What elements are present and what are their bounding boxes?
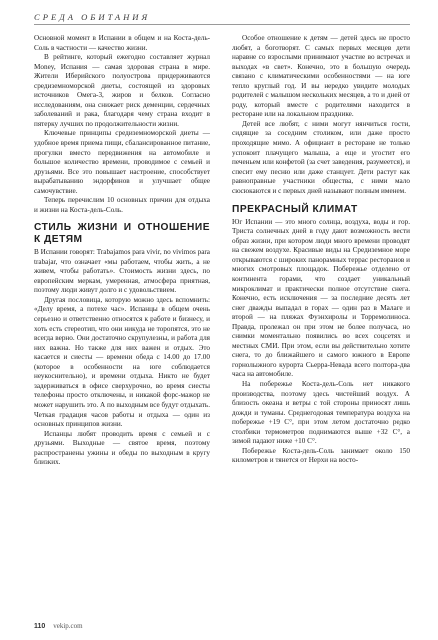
paragraph: Юг Испании — это много солнца, воздуха, воды и гор. Триста солнечных дней в году дают возможность вести образ жизни, при котором люди много времени проводят на свежем воздухе. Красивые виды на Средиземное море открываются с широких панорамных террас ресторанов и многих смотровых площадок. Побережье отделено от континента горами, что создает уникальный микроклимат и практически полное отсутствие снега. Конечно, есть исключения — за последние десять лет снег дважды выпадал в горах — один раз в Малаге и второй — на пляжах Фуэнхиролы и Торремолиноса. Правда, пролежал он при этом не более получаса, но снимки моментально появились во всех соцсетях и местных СМИ. При этом, если вы действительно хотите снега, то до ближайшего и самого южного в Европе горнолыжного курорта Сьерра-Невада всего полтора-два часа на автомобиле.	[232, 217, 410, 379]
page-footer	[34, 622, 83, 630]
section-heading: СТИЛЬ ЖИЗНИ И ОТНОШЕНИЕ К ДЕТЯМ	[34, 222, 210, 245]
paragraph: Особое отношение к детям — детей здесь не просто любят, а боготворят. С самых первых месяцев дети наравне со взрослыми принимают участие во встречах и выходах «в свет». Конечно, это в большую очередь связано с климатическими особенностями — на юге тепло круглый год. И вы нередко увидите молодых родителей с малышом нескольких месяцев, а то и дней от роду, который вместе с родителями находится в ресторане или на локальном празднике.	[232, 34, 410, 119]
paragraph: В Испании говорят: Trabajamos para vivir, no vivimos para trabajar, что означает «мы работаем, чтобы жить, а не живем, чтобы работать». Стоимость жизни здесь, по европейским меркам, умеренная, атмосфера приятная, поэтому люди живут долго и с удовольствием.	[34, 248, 210, 295]
website-link[interactable]: vekip.com	[53, 622, 83, 630]
paragraph: Другая пословица, которую можно здесь вспомнить: «Делу время, а потехе час». Испанцы в общем очень серьезно и ответственно относятся к работе и бизнесу, и хоть есть стереотип, что они никуда не торопятся, это не всегда верно. Они достаточно скрупулезны, и работа для них важна. Но также для них важен и отдых. Это касается и сиесты — времени обеда с 14.00 до 17.00 (которое в особенности на юге соблюдается неукоснительно), и времени отдыха. Никто не будет задерживаться в офисе сверхурочно, во время сиесты телефоны просто отключены, и никакой форс-мажор не может нарушить это. А по выходным все будут отдыхать. Четкая градация часов работы и отдыха — один из основных принципов жизни.	[34, 295, 210, 429]
section-heading: ПРЕКРАСНЫЙ КЛИМАТ	[232, 204, 358, 216]
paragraph: Ключевые принципы средиземноморской диеты — удобное время приема пищи, сбалансированное питание, прогулки вместо передвижения на автомобиле и большое количество времени, проводимое с семьей и друзьями. Все это повышает настроение, способствует вырабатыванию эндорфинов и улучшает общее самочувствие.	[34, 129, 210, 195]
right-column	[232, 34, 410, 466]
section-title: СРЕДА ОБИТАНИЯ	[34, 12, 151, 22]
paragraph: В рейтинге, который ежегодно составляет журнал Money, Испания — самая здоровая страна в мире. Жители Иберийского полуострова придерживаются средиземноморской диеты, состоящей из здоровых источников Омега-3, жиров и белков. Согласно исследованиям, она снижает риск деменции, сердечных заболеваний и рака, благодаря чему страна входит в пятерку лучших по продолжительности жизни.	[34, 53, 210, 128]
paragraph: Побережье Коста-дель-Соль занимает около 150 километров и тянется от Нерхи на восто-	[232, 446, 410, 465]
paragraph: Детей все любят, с ними могут нянчиться гости, сидящие за соседним столиком, или даже просто проходящие мимо. А официант в ресторане не только успокоит плачущего малыша, а еще и угостит его печеньем или конфетой (за счет заведения, разумеется), и спесит ему песню или даже станцует. Дети растут как равноправные участники общества, с ними мало сюсюкаются и с первых дней называют полным именем.	[232, 119, 410, 195]
paragraph: На побережье Коста-дель-Соль нет никакого производства, поэтому здесь чистейший воздух. А близость океана и ветры с той стороны приносят лишь дожди и туманы. Среднегодовая температура воздуха на побережье +19 С°, при этом летом достаточно редко столбики термометров поднимаются выше +32 С°, а зимой падают ниже +10 С°.	[232, 380, 410, 446]
page-number: 110	[34, 623, 46, 630]
paragraph: Испанцы любят проводить время с семьей и с друзьями. Выходные — святое время, поэтому распространены ужины и обеды по выходным в кругу близких.	[34, 429, 210, 467]
header-divider	[34, 24, 410, 25]
left-column	[34, 34, 210, 468]
paragraph: Основной момент в Испании в общем и на Коста-дель-Соль в частности — качество жизни.	[34, 34, 210, 52]
paragraph: Теперь перечислим 10 основных причин для отдыха и жизни на Коста-дель-Соль.	[34, 196, 210, 214]
